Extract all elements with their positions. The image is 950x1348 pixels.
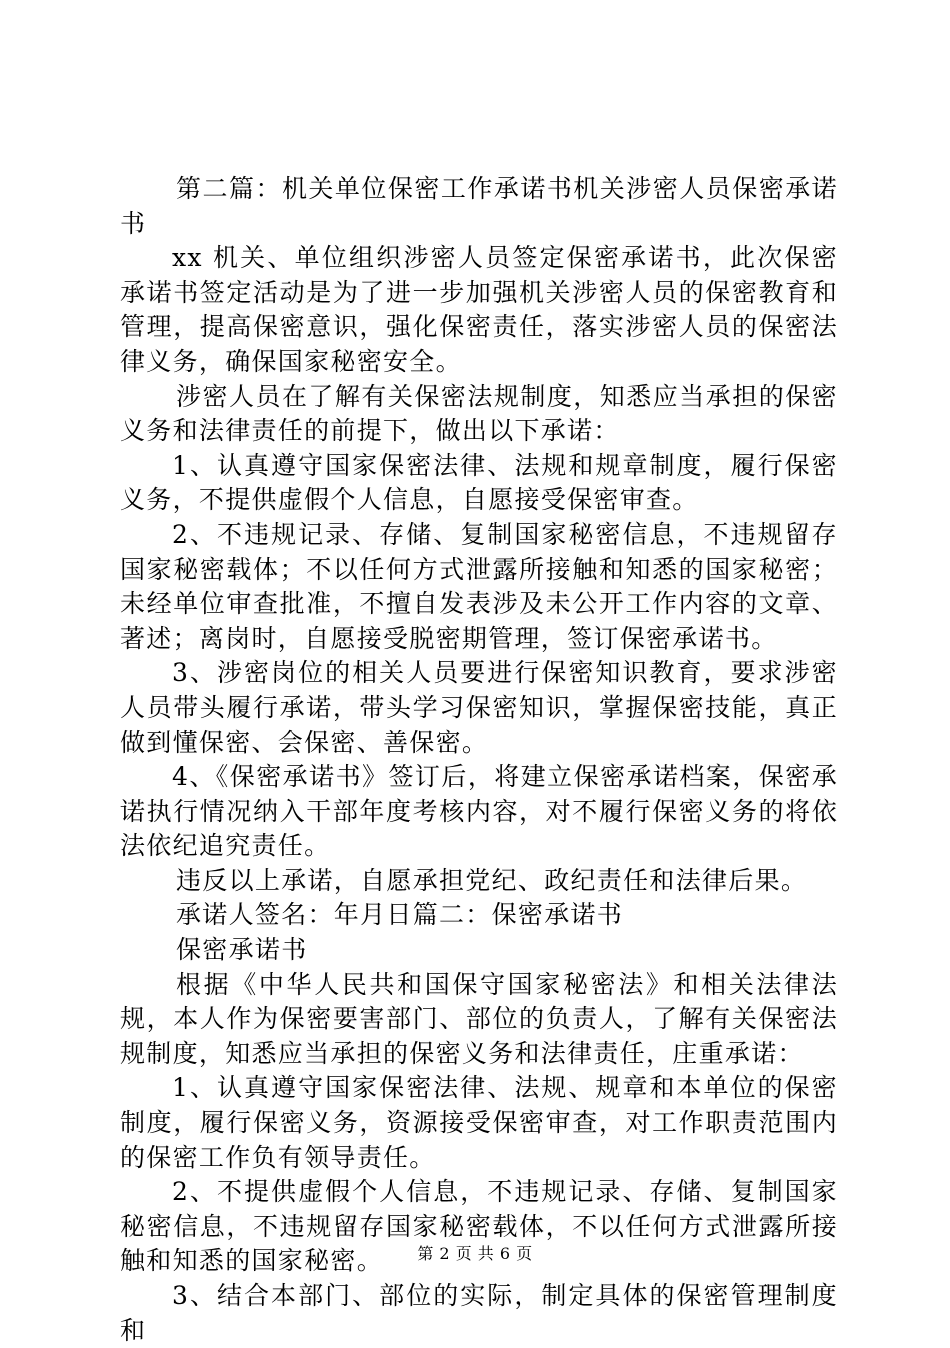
page-number: 第 2 页 共 6 页 xyxy=(417,1244,533,1263)
commitment-item-2: 2、不违规记录、存储、复制国家秘密信息，不违规留存国家秘密载体；不以任何方式泄露所接触和知悉的国家秘密；未经单位审查批准，不擅自发表涉及未公开工作内容的文章、著述；离岗时，自愿接受脱密期管理，签订保密承诺书。 xyxy=(120,519,838,653)
document-body xyxy=(120,172,838,1348)
paragraph-intro: xx 机关、单位组织涉密人员签定保密承诺书，此次保密承诺书签定活动是为了进一步加强机关涉密人员的保密教育和管理，提高保密意识，强化保密责任，落实涉密人员的保密法律义务，确保国家秘密安全。 xyxy=(120,243,838,376)
subtitle: 保密承诺书 xyxy=(176,935,308,965)
paragraph-basis: 根据《中华人民共和国保守国家秘密法》和相关法律法规，本人作为保密要害部门、部位的负责人，了解有关保密法规制度，知悉应当承担的保密义务和法律责任，庄重承诺： xyxy=(120,969,838,1068)
paragraph-consequence: 违反以上承诺，自愿承担党纪、政纪责任和法律后果。 xyxy=(176,865,808,895)
section-heading: 第二篇：机关单位保密工作承诺书机关涉密人员保密承诺书 xyxy=(120,174,838,238)
paragraph-premise: 涉密人员在了解有关保密法规制度，知悉应当承担的保密义务和法律责任的前提下，做出以下承诺： xyxy=(120,381,838,446)
commitment-item-1: 1、认真遵守国家保密法律、法规和规章制度，履行保密义务，不提供虚假个人信息，自愿接受保密审查。 xyxy=(120,450,838,515)
commitment-item-3: 3、涉密岗位的相关人员要进行保密知识教育，要求涉密人员带头履行承诺，带头学习保密知识，掌握保密技能，真正做到懂保密、会保密、善保密。 xyxy=(120,658,838,757)
pledge-item-3: 3、结合本部门、部位的实际，制定具体的保密管理制度和 xyxy=(120,1281,838,1345)
signature-line: 承诺人签名：年月日篇二：保密承诺书 xyxy=(176,900,624,930)
pledge-item-2: 2、不提供虚假个人信息，不违规记录、存储、复制国家秘密信息，不违规留存国家秘密载体，不以任何方式泄露所接触和知悉的国家秘密。 xyxy=(120,1177,838,1276)
pledge-item-1: 1、认真遵守国家保密法律、法规、规章和本单位的保密制度，履行保密义务，资源接受保密审查，对工作职责范围内的保密工作负有领导责任。 xyxy=(120,1073,838,1172)
commitment-item-4: 4、《保密承诺书》签订后，将建立保密承诺档案，保密承诺执行情况纳入干部年度考核内容，对不履行保密义务的将依法依纪追究责任。 xyxy=(120,762,838,861)
